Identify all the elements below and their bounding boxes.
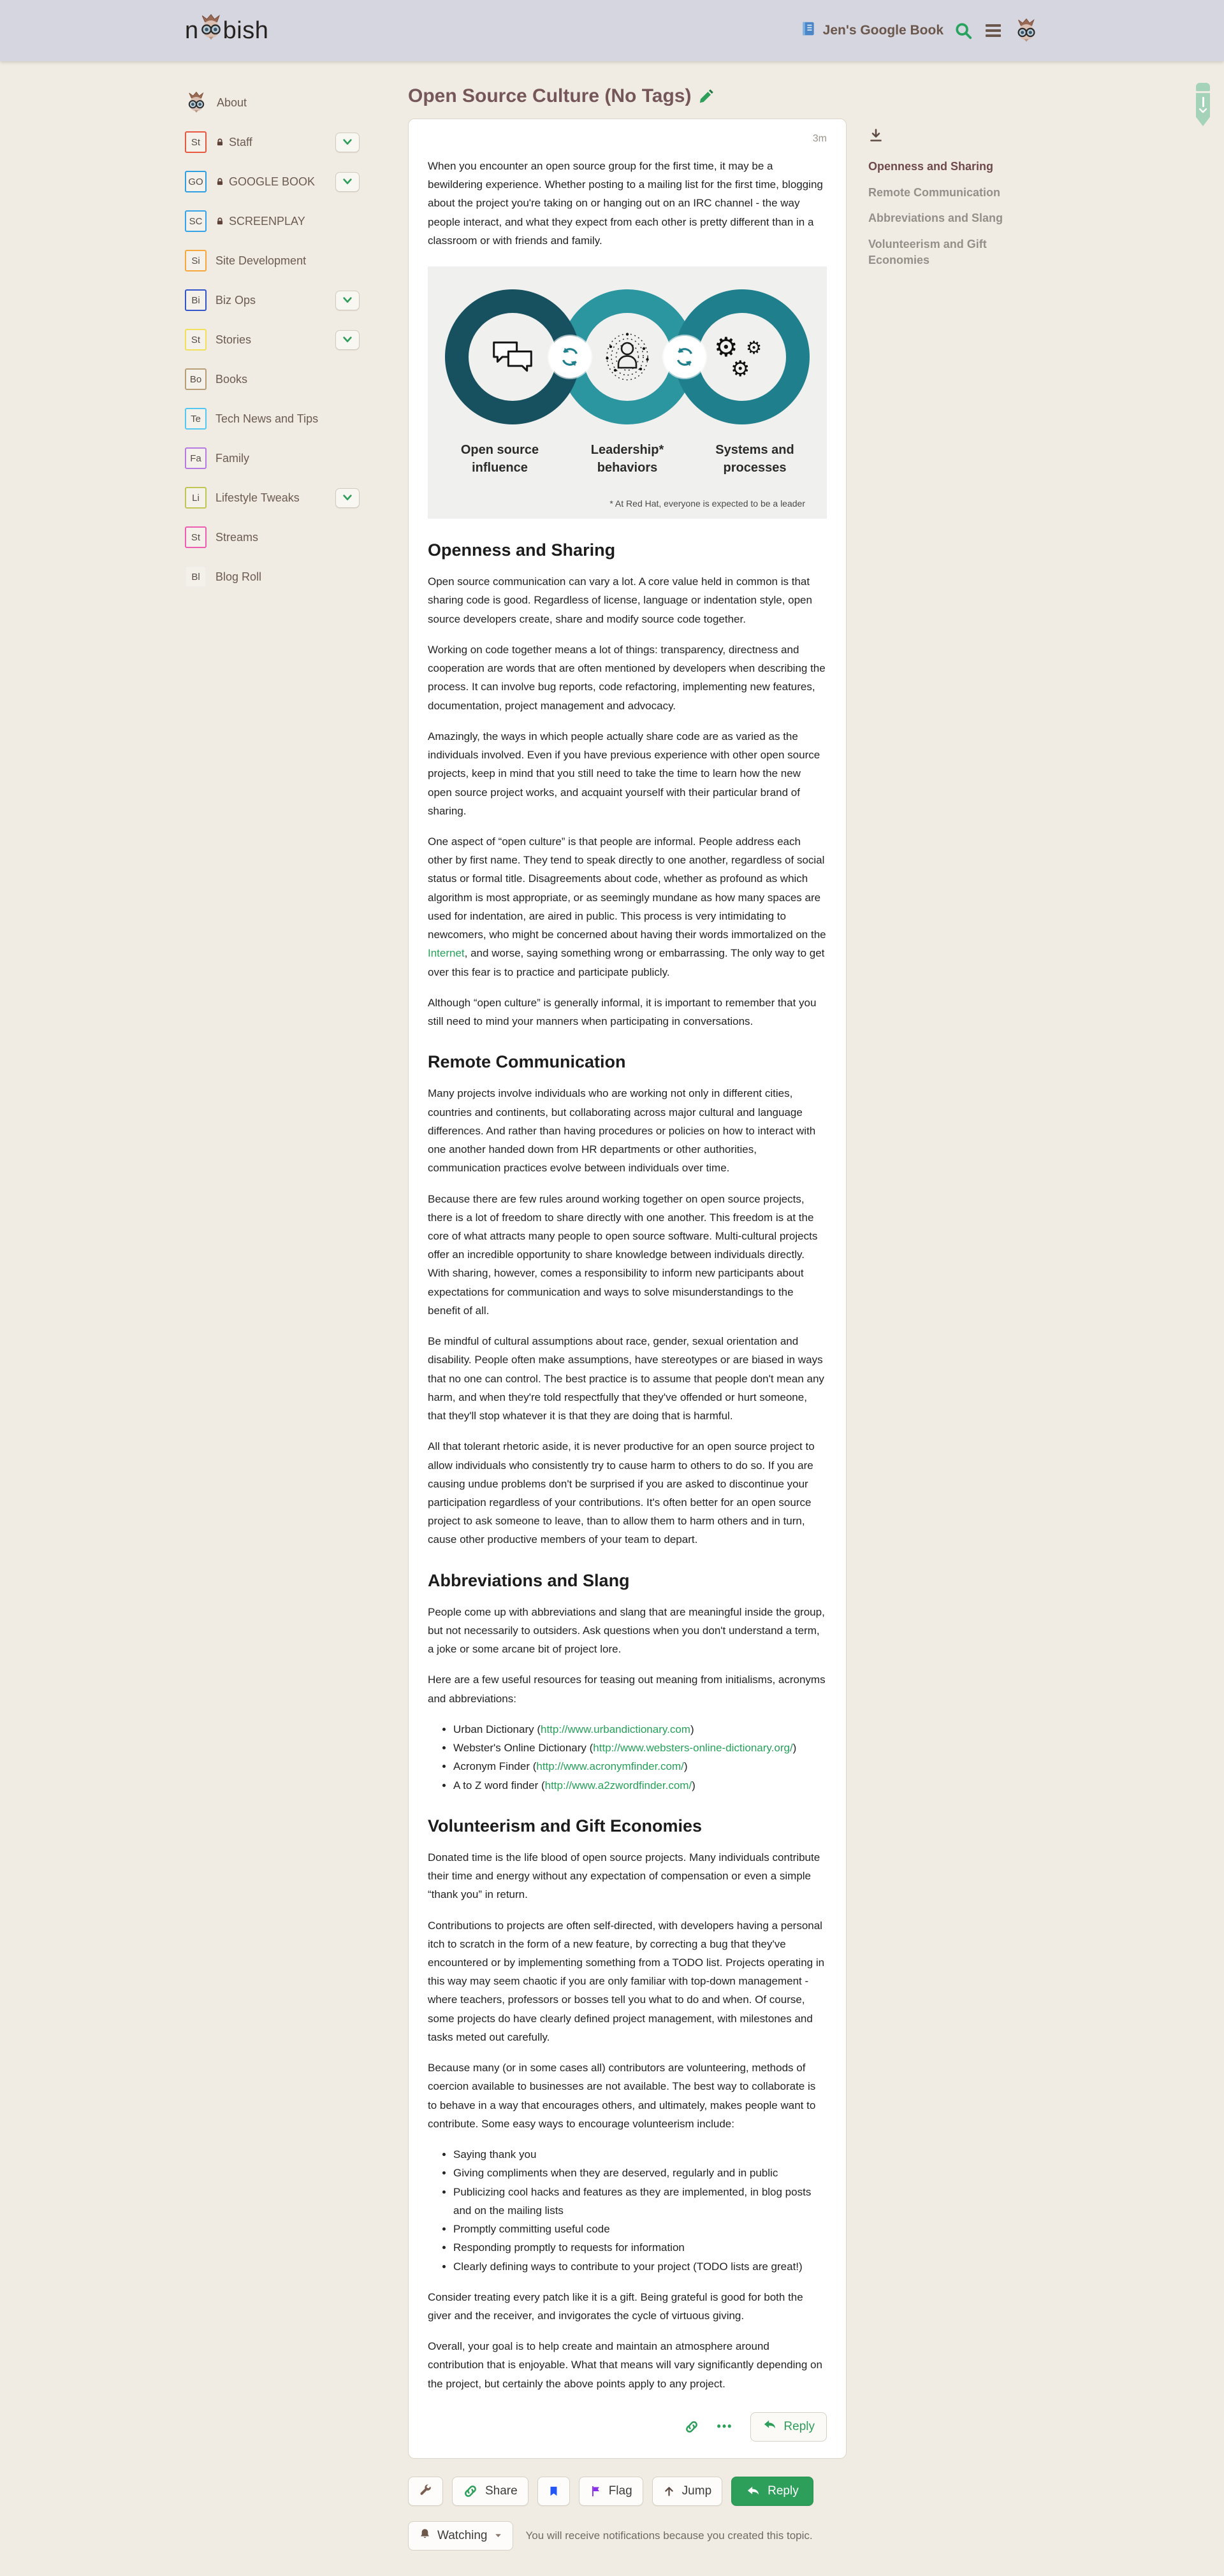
text-run: Saying thank you	[453, 2148, 537, 2161]
sidebar-item-label: About	[217, 96, 247, 109]
text-run: Working on code together means a lot of things: transparency, directness and cooperation are words that are often mentioned by developers when describing the process. It can involve bug reports, code refactoring, implementing new features, documentation, project management and advocacy.	[428, 643, 826, 712]
text-run: Promptly committing useful code	[453, 2223, 610, 2236]
topic-reply-button[interactable]: Reply	[731, 2477, 813, 2506]
avatar	[185, 91, 208, 114]
post-paragraph	[428, 2059, 827, 2133]
figure-label: Open source influence	[460, 443, 539, 475]
post-reply-button[interactable]: Reply	[750, 2412, 827, 2442]
figure-labels	[436, 441, 819, 477]
sidebar-item-streams[interactable]	[185, 523, 363, 552]
post-paragraph	[428, 832, 827, 981]
main-area	[408, 84, 1039, 2551]
category-badge: GO	[185, 171, 207, 192]
bookmark-icon	[548, 2485, 559, 2498]
post-timestamp: 3m	[812, 133, 827, 144]
share-button[interactable]: Share	[452, 2477, 528, 2506]
search-icon[interactable]	[954, 21, 973, 40]
admin-wrench-button[interactable]	[408, 2477, 443, 2506]
text-run: Be mindful of cultural assumptions about race, gender, sexual orientation and disability. People often make assumptions, have stereotypes or are biased in ways that no one can control. The best practice is to assume that people don't mean any harm, and when they're told respectfully that they've offended or hurt someone, that they'll stop whatever it is that they are doing that is harmful.	[428, 1335, 824, 1422]
section-heading: Abbreviations and Slang	[428, 1570, 630, 1590]
user-avatar[interactable]	[1014, 18, 1039, 43]
text-run: Clearly defining ways to contribute to your project (TODO lists are great!)	[453, 2260, 803, 2273]
list-item	[453, 2238, 827, 2257]
post-paragraph	[428, 2337, 827, 2393]
page-title: Open Source Culture (No Tags)	[408, 85, 692, 106]
chat-bubbles-icon	[491, 338, 534, 375]
post-paragraph	[428, 994, 827, 1031]
inline-link[interactable]: http://www.acronymfinder.com/	[536, 1760, 684, 1773]
lock-icon	[215, 177, 224, 187]
inline-link[interactable]: Internet	[428, 947, 465, 960]
sidebar-item-label: Stories	[215, 333, 252, 346]
expand-category-button[interactable]	[335, 291, 360, 310]
notification-note: You will receive notifications because you created this topic.	[525, 2529, 813, 2542]
topic-controls	[408, 2477, 847, 2506]
text-run: Consider treating every patch like it is a gift. Being grateful is good for both the giver and the receiver, and invigorates the cycle of virtuous giving.	[428, 2290, 803, 2322]
text-run: Contributions to projects are often self-directed, with developers having a personal itch to scratch in the form of a new feature, by correcting a bug that they've encountered or by implementing something from a TODO list. Projects operating in this way may seem chaotic if you are only familiar with top-down management - where teachers, professors or bosses tell you what to do and when. Of course, some projects do have clearly defined project management, with milestones and tasks meted out carefully.	[428, 1919, 825, 2043]
workspace-switcher[interactable]	[800, 20, 943, 41]
timeline-pencil-body	[1196, 93, 1210, 126]
figure-label: Leadership* behaviors	[590, 443, 664, 475]
sidebar-item-tech-news-and-tips[interactable]	[185, 404, 363, 433]
mascot-avatar-icon	[199, 13, 223, 48]
gears-icon: ⚙ ⚙ ⚙	[714, 331, 762, 382]
post-image-open-source-rings	[428, 266, 827, 519]
post-paragraph	[428, 1437, 827, 1549]
category-badge: Bi	[185, 289, 207, 311]
section-heading: Remote Communication	[428, 1052, 626, 1072]
toc-link[interactable]: Openness and Sharing	[868, 160, 994, 173]
text-run: A to Z word finder (	[453, 1779, 545, 1791]
post-paragraph	[428, 1332, 827, 1425]
site-logo[interactable]	[185, 13, 268, 48]
category-badge: Fa	[185, 447, 207, 469]
sidebar-item-site-development[interactable]	[185, 246, 363, 275]
list-item	[453, 1739, 827, 1757]
text-run: Giving compliments when they are deserved, regularly and in public	[453, 2167, 778, 2180]
text-run: Because there are few rules around working together on open source projects, there is a lot of freedom to share directly with one another. This freedom is at the core of what attracts many people to open source software. Multi-cultural projects offer an incredible opportunity to share knowledge between individuals directly. With sharing, however, comes a responsibility to inform new participants about expectations for communication and ways to solve misunderstandings to the benefit of all.	[428, 1192, 818, 1317]
sidebar-item-biz-ops[interactable]	[185, 286, 363, 315]
notification-row	[408, 2521, 847, 2551]
sidebar-item-staff[interactable]	[185, 127, 363, 157]
expand-category-button[interactable]	[335, 172, 360, 192]
inline-link[interactable]: http://www.websters-online-dictionary.org/	[593, 1742, 793, 1755]
post-actions	[428, 2412, 827, 2442]
list-item	[453, 2220, 827, 2238]
timeline-cap	[1196, 83, 1210, 91]
text-run: Webster's Online Dictionary (	[453, 1742, 594, 1755]
category-badge: Si	[185, 250, 207, 271]
table-of-contents	[868, 119, 1039, 279]
sidebar-item-label: Books	[215, 372, 248, 386]
timeline-scroller-widget[interactable]	[1196, 83, 1210, 126]
text-run: Many projects involve individuals who are working not only in different cities, countries and continents, but collaborating across major cultural and language differences. And rather than having procedures or policies on how to interact with one another handed down from HR departments or other authorities, communication practices evolve between individuals over time.	[428, 1087, 816, 1175]
workspace-label: Jen's Google Book	[822, 23, 943, 38]
text-run: Responding promptly to requests for information	[453, 2241, 685, 2254]
reply-arrow-icon	[762, 2419, 777, 2435]
post-paragraph	[428, 157, 827, 250]
post-paragraph	[428, 572, 827, 628]
sidebar-item-label: Lifestyle Tweaks	[215, 491, 300, 504]
list-item	[453, 1720, 827, 1739]
sidebar-item-lifestyle-tweaks[interactable]	[185, 483, 363, 512]
bullet-list	[428, 1720, 827, 1795]
share-icon	[463, 2484, 478, 2499]
text-run: Donated time is the life blood of open source projects. Many individuals contribute their time and energy without any expectation of compensation or even a simple “thank you” in return.	[428, 1851, 820, 1901]
toc-list	[868, 159, 1039, 269]
post-paragraph	[428, 1670, 827, 1707]
text-run: , and worse, saying something wrong or embarrassing. The only way to get over this fear is to practice and participate publicly.	[428, 947, 825, 978]
toc-link[interactable]: Remote Communication	[868, 185, 1001, 199]
site-header	[0, 0, 1224, 61]
expand-category-button[interactable]	[335, 488, 360, 508]
sidebar-item-blog-roll[interactable]	[185, 562, 363, 591]
text-run: One aspect of “open culture” is that people are informal. People address each other by first name. They tend to speak directly to one another, regardless of social status or formal title. Disagreements about code, whether as profound as which algorithm is most appropriate, or as seemingly mundane as how many spaces are used for indentation, are aired in public. This process is very intimidating to newcomers, who might be concerned about having their words immortalized on the	[428, 835, 826, 941]
bullet-list	[428, 2145, 827, 2276]
hamburger-menu-icon[interactable]	[983, 22, 1003, 40]
category-badge: Li	[185, 487, 207, 509]
category-badge: St	[185, 131, 207, 153]
text-run: Urban Dictionary (	[453, 1723, 541, 1735]
post-paragraph	[428, 640, 827, 715]
sidebar-item-family[interactable]	[185, 444, 363, 473]
inline-link[interactable]: http://www.a2zwordfinder.com/	[544, 1779, 692, 1791]
post-paragraph	[428, 1916, 827, 2047]
admin-wrench-icon	[419, 2484, 432, 2498]
text-run: Although “open culture” is generally informal, it is important to remember that you still need to mind your manners when participating in conversations.	[428, 996, 817, 1028]
list-item	[453, 2145, 827, 2164]
flag-icon	[590, 2485, 602, 2498]
show-more-button[interactable]: •••	[717, 2420, 733, 2433]
download-icon[interactable]	[868, 127, 884, 143]
text-run: When you encounter an open source group for the first time, it may be a bewildering experience. Whether posting to a mailing list for the first time, blogging about the project you're taking on or hanging out on an IRC channel - the way people interact, and what they expect from each other is pretty different than in a classroom or with friends and family.	[428, 160, 823, 247]
figure-footnote: * At Red Hat, everyone is expected to be a leader	[609, 498, 805, 509]
flag-button[interactable]: Flag	[579, 2477, 643, 2506]
text-run: )	[692, 1779, 696, 1791]
sidebar-item-screenplay[interactable]	[185, 206, 363, 236]
post-body	[428, 157, 827, 2393]
logo-text-prefix: n	[185, 17, 199, 44]
book-icon	[800, 20, 817, 41]
category-badge: St	[185, 329, 207, 351]
copy-link-icon[interactable]	[684, 2419, 699, 2435]
text-run: Acronym Finder (	[453, 1760, 537, 1773]
text-run: Open source communication can vary a lot. A core value held in common is that sharing code is good. Regardless of license, language or indentation style, open source developers create, share and modify source code together.	[428, 575, 812, 625]
post-paragraph	[428, 727, 827, 820]
section-heading: Openness and Sharing	[428, 540, 616, 560]
toc-link[interactable]: Volunteerism and Gift Economies	[868, 237, 987, 267]
sidebar-item-label: Tech News and Tips	[215, 412, 319, 425]
category-badge: Bl	[185, 566, 207, 588]
category-badge: SC	[185, 210, 207, 232]
sidebar-item-label: GOOGLE BOOK	[215, 175, 315, 189]
logo-text-suffix: bish	[222, 17, 269, 44]
category-badge: Bo	[185, 368, 207, 390]
text-run: Because many (or in some cases all) contributors are volunteering, methods of coercion available to businesses are not available. The best way to collaborate is to behave in a way that encourages others, and ultimately, makes people want to contribute. Some easy ways to encourage volunteerism include:	[428, 2062, 816, 2130]
bookmark-button[interactable]	[537, 2477, 570, 2506]
sidebar-item-about[interactable]	[185, 88, 363, 117]
inline-link[interactable]: http://www.urbandictionary.com	[541, 1723, 690, 1735]
sync-arrows-icon	[664, 336, 706, 378]
sidebar-item-label: Streams	[215, 530, 259, 544]
list-item	[453, 2183, 827, 2220]
post-paragraph	[428, 1190, 827, 1321]
figure-label: Systems and processes	[715, 443, 794, 475]
topic-reply-icon	[746, 2485, 761, 2498]
sidebar-item-label: Blog Roll	[215, 570, 262, 583]
text-run: People come up with abbreviations and slang that are meaningful inside the group, but not necessarily to outsiders. Ask questions when you don't understand a term, a joke or some arcane bit of project lore.	[428, 1605, 825, 1656]
post-card	[408, 119, 847, 2459]
jump-icon	[663, 2485, 675, 2498]
category-sidebar	[185, 84, 363, 2551]
sidebar-item-books[interactable]	[185, 365, 363, 394]
post-paragraph	[428, 2288, 827, 2325]
watching-dropdown[interactable]: Watching	[408, 2521, 513, 2551]
expand-category-button[interactable]	[335, 133, 360, 152]
sidebar-item-label: Staff	[215, 136, 252, 149]
rings-diagram	[445, 289, 810, 424]
category-badge: Te	[185, 408, 207, 430]
expand-category-button[interactable]	[335, 330, 360, 350]
text-run: )	[683, 1760, 688, 1773]
text-run: Publicizing cool hacks and features as they are implemented, in blog posts and on the mailing lists	[453, 2185, 812, 2217]
person-network-icon	[601, 330, 654, 384]
text-run: Amazingly, the ways in which people actually share code are as varied as the individuals involved. Even if you have previous experience with other open source projects, keep in mind that you still need to take the time to learn how the new open source project works, and acquaint yourself with their particular brand of sharing.	[428, 730, 820, 817]
text-run: Overall, your goal is to help create and maintain an atmosphere around contribution that is enjoyable. What that means will vary significantly depending on the project, but certainly the above points apply to any project.	[428, 2340, 822, 2390]
sidebar-item-stories[interactable]	[185, 325, 363, 354]
jump-button[interactable]: Jump	[652, 2477, 722, 2506]
section-heading: Volunteerism and Gift Economies	[428, 1816, 703, 1835]
list-item	[453, 1757, 827, 1776]
list-item	[453, 1776, 827, 1795]
bell-icon	[419, 2528, 431, 2544]
sidebar-item-label: SCREENPLAY	[215, 215, 305, 228]
toc-link[interactable]: Abbreviations and Slang	[868, 212, 1003, 225]
sidebar-item-label: Site Development	[215, 254, 307, 267]
text-run: All that tolerant rhetoric aside, it is never productive for an open source project to allow individuals who consistently try to cause harm to others to do so. If you are causing undue problems don't be surprised if you are asked to discontinue your participation regardless of your contributions. It's often better for an open source project to ask someone to leave, than to allow them to harm others and in turn, cause other productive members of your team to depart.	[428, 1440, 815, 1546]
lock-icon	[215, 217, 224, 226]
lock-icon	[215, 138, 224, 147]
edit-title-pencil-icon[interactable]	[699, 89, 714, 104]
post-paragraph	[428, 1848, 827, 1904]
topic-header	[408, 85, 1039, 107]
sidebar-item-label: Biz Ops	[215, 293, 256, 307]
post-paragraph	[428, 1084, 827, 1177]
list-item	[453, 2164, 827, 2182]
text-run: )	[690, 1723, 694, 1735]
page-body	[185, 61, 1039, 2576]
post-paragraph	[428, 1603, 827, 1659]
sidebar-item-google-book[interactable]	[185, 167, 363, 196]
category-badge: St	[185, 526, 207, 548]
topic-column	[408, 119, 847, 2551]
sync-arrows-icon	[549, 336, 591, 378]
text-run: Here are a few useful resources for teasing out meaning from initialisms, acronyms and abbreviations:	[428, 1674, 826, 1705]
sidebar-item-label: Family	[215, 451, 249, 465]
text-run: )	[792, 1742, 797, 1755]
list-item	[453, 2257, 827, 2276]
caret-down-icon	[494, 2529, 502, 2543]
